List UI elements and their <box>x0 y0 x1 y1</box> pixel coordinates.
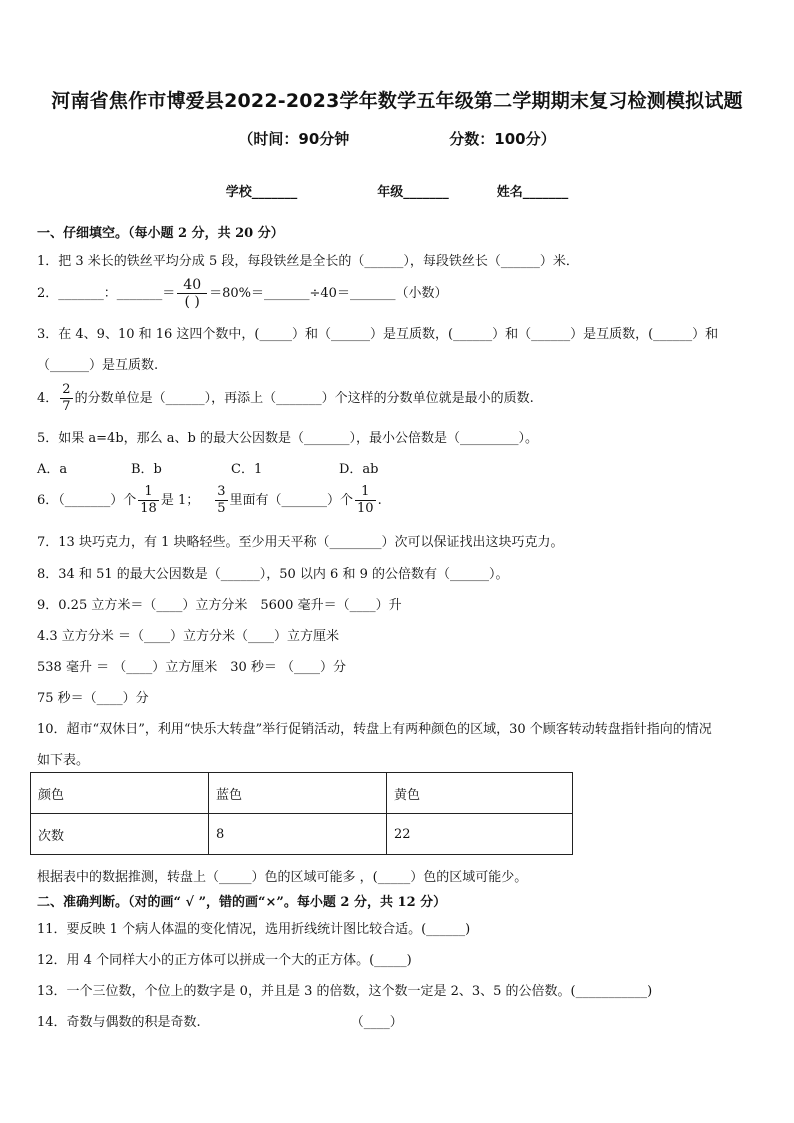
q6-f1-den: 18 <box>140 501 157 516</box>
question-5-options <box>37 458 379 477</box>
table-cell: 次数 <box>31 814 209 855</box>
table-row <box>31 814 573 855</box>
question-10-line-1: 10．超市“双休日”，利用“快乐大转盘”举行促销活动，转盘上有两种颜色的区域，30 个顾客转动转盘指针指向的情况 <box>37 722 712 737</box>
q6-f2-num: 3 <box>217 484 226 499</box>
exam-meta <box>0 128 794 149</box>
q4-post: 的分数单位是（______），再添上（_______）个这样的分数单位就是最小的质数. <box>74 391 534 406</box>
option-b[interactable]: B．b <box>131 462 162 477</box>
q4-frac-den: 7 <box>62 399 71 414</box>
q6-mid: 是 1； <box>160 493 200 508</box>
q2-post: ＝80%＝_______÷40＝_______（小数） <box>209 286 448 301</box>
q6-mid2: 里面有（_______）个 <box>229 493 354 508</box>
section-heading-1: 一、仔细填空。（每小题 2 分，共 20 分） <box>37 226 284 241</box>
table-row <box>31 773 573 814</box>
q6-f3-den: 10 <box>357 501 374 516</box>
question-9-line-3: 538 毫升 ＝ （____）立方厘米 30 秒＝ （____）分 <box>37 660 347 675</box>
name-field[interactable]: 姓名_______ <box>496 185 569 200</box>
question-3-line-2: （______）是互质数. <box>37 358 159 373</box>
q14-blank[interactable]: （____） <box>350 1015 403 1030</box>
question-10-after: 根据表中的数据推测，转盘上（_____）色的区域可能多 ，(_____）色的区域可能少。 <box>37 870 528 885</box>
q6-fraction-1 <box>138 484 159 517</box>
color-count-table <box>30 772 573 855</box>
exam-score: 分数：100分） <box>449 130 556 148</box>
question-4 <box>37 382 534 415</box>
exam-time: （时间：90分钟 <box>238 130 350 148</box>
question-2 <box>37 277 447 310</box>
table-cell: 22 <box>387 814 573 855</box>
school-field[interactable]: 学校_______ <box>225 185 298 200</box>
q6-f1-num: 1 <box>138 484 159 501</box>
option-d[interactable]: D．ab <box>339 462 379 477</box>
q6-fraction-2 <box>215 484 227 517</box>
grade-field[interactable]: 年级_______ <box>377 185 449 200</box>
section-heading-2: 二、准确判断。（对的画“ √ ”，错的画“×”。每小题 2 分，共 12 分） <box>37 895 447 910</box>
question-12: 12．用 4 个同样大小的正方体可以拼成一个大的正方体。(_____) <box>37 953 412 968</box>
question-3-line-1: 3．在 4、9、10 和 16 这四个数中，(_____）和（______）是互质数，(______）和（______）是互质数，(______）和 <box>37 327 719 342</box>
option-a[interactable]: A．a <box>37 462 68 477</box>
table-cell: 颜色 <box>31 773 209 814</box>
table-cell: 黄色 <box>387 773 573 814</box>
q6-post: . <box>377 493 382 508</box>
q6-pre: 6．（_______）个 <box>37 493 137 508</box>
q2-fraction <box>177 277 207 310</box>
question-8: 8．34 和 51 的最大公因数是（______），50 以内 6 和 9 的公倍数有（______）。 <box>37 567 509 582</box>
q6-fraction-3 <box>355 484 376 517</box>
q6-f3-num: 1 <box>355 484 376 501</box>
q4-fraction <box>60 382 72 415</box>
question-9-line-1: 9．0.25 立方米＝（____）立方分米 5600 毫升＝（____）升 <box>37 598 402 613</box>
question-14 <box>37 1011 403 1030</box>
q4-frac-num: 2 <box>62 382 71 397</box>
question-9-line-2: 4.3 立方分米 ＝（____）立方分米（____）立方厘米 <box>37 629 339 644</box>
question-1: 1．把 3 米长的铁丝平均分成 5 段，每段铁丝是全长的（______），每段铁丝长（______）米． <box>37 254 579 269</box>
table-cell: 8 <box>209 814 387 855</box>
q14-stem: 14．奇数与偶数的积是奇数. <box>37 1015 201 1030</box>
question-9-line-4: 75 秒＝（____）分 <box>37 691 149 706</box>
question-6 <box>37 484 382 517</box>
q2-frac-num: 40 <box>177 277 207 294</box>
student-info <box>0 181 794 200</box>
page-title: 河南省焦作市博爱县2022-2023学年数学五年级第二学期期末复习检测模拟试题 <box>51 90 743 112</box>
table-cell: 蓝色 <box>209 773 387 814</box>
question-7: 7．13 块巧克力，有 1 块略轻些。至少用天平称（________）次可以保证找出这块巧克力。 <box>37 535 564 550</box>
question-10-line-2: 如下表。 <box>37 753 90 768</box>
q2-frac-den: ( ) <box>184 294 200 310</box>
question-11: 11．要反映 1 个病人体温的变化情况，选用折线统计图比较合适。(______) <box>37 922 471 937</box>
q2-pre: 2．_______：_______＝ <box>37 286 176 301</box>
question-13: 13．一个三位数，个位上的数字是 0，并且是 3 的倍数，这个数一定是 2、3、5 的公倍数。(___________) <box>37 984 653 999</box>
option-c[interactable]: C．1 <box>231 462 263 477</box>
question-5: 5．如果 a=4b，那么 a、b 的最大公因数是（_______），最小公倍数是（_________）。 <box>37 431 538 446</box>
q4-pre: 4． <box>37 391 59 406</box>
q6-f2-den: 5 <box>217 501 226 516</box>
